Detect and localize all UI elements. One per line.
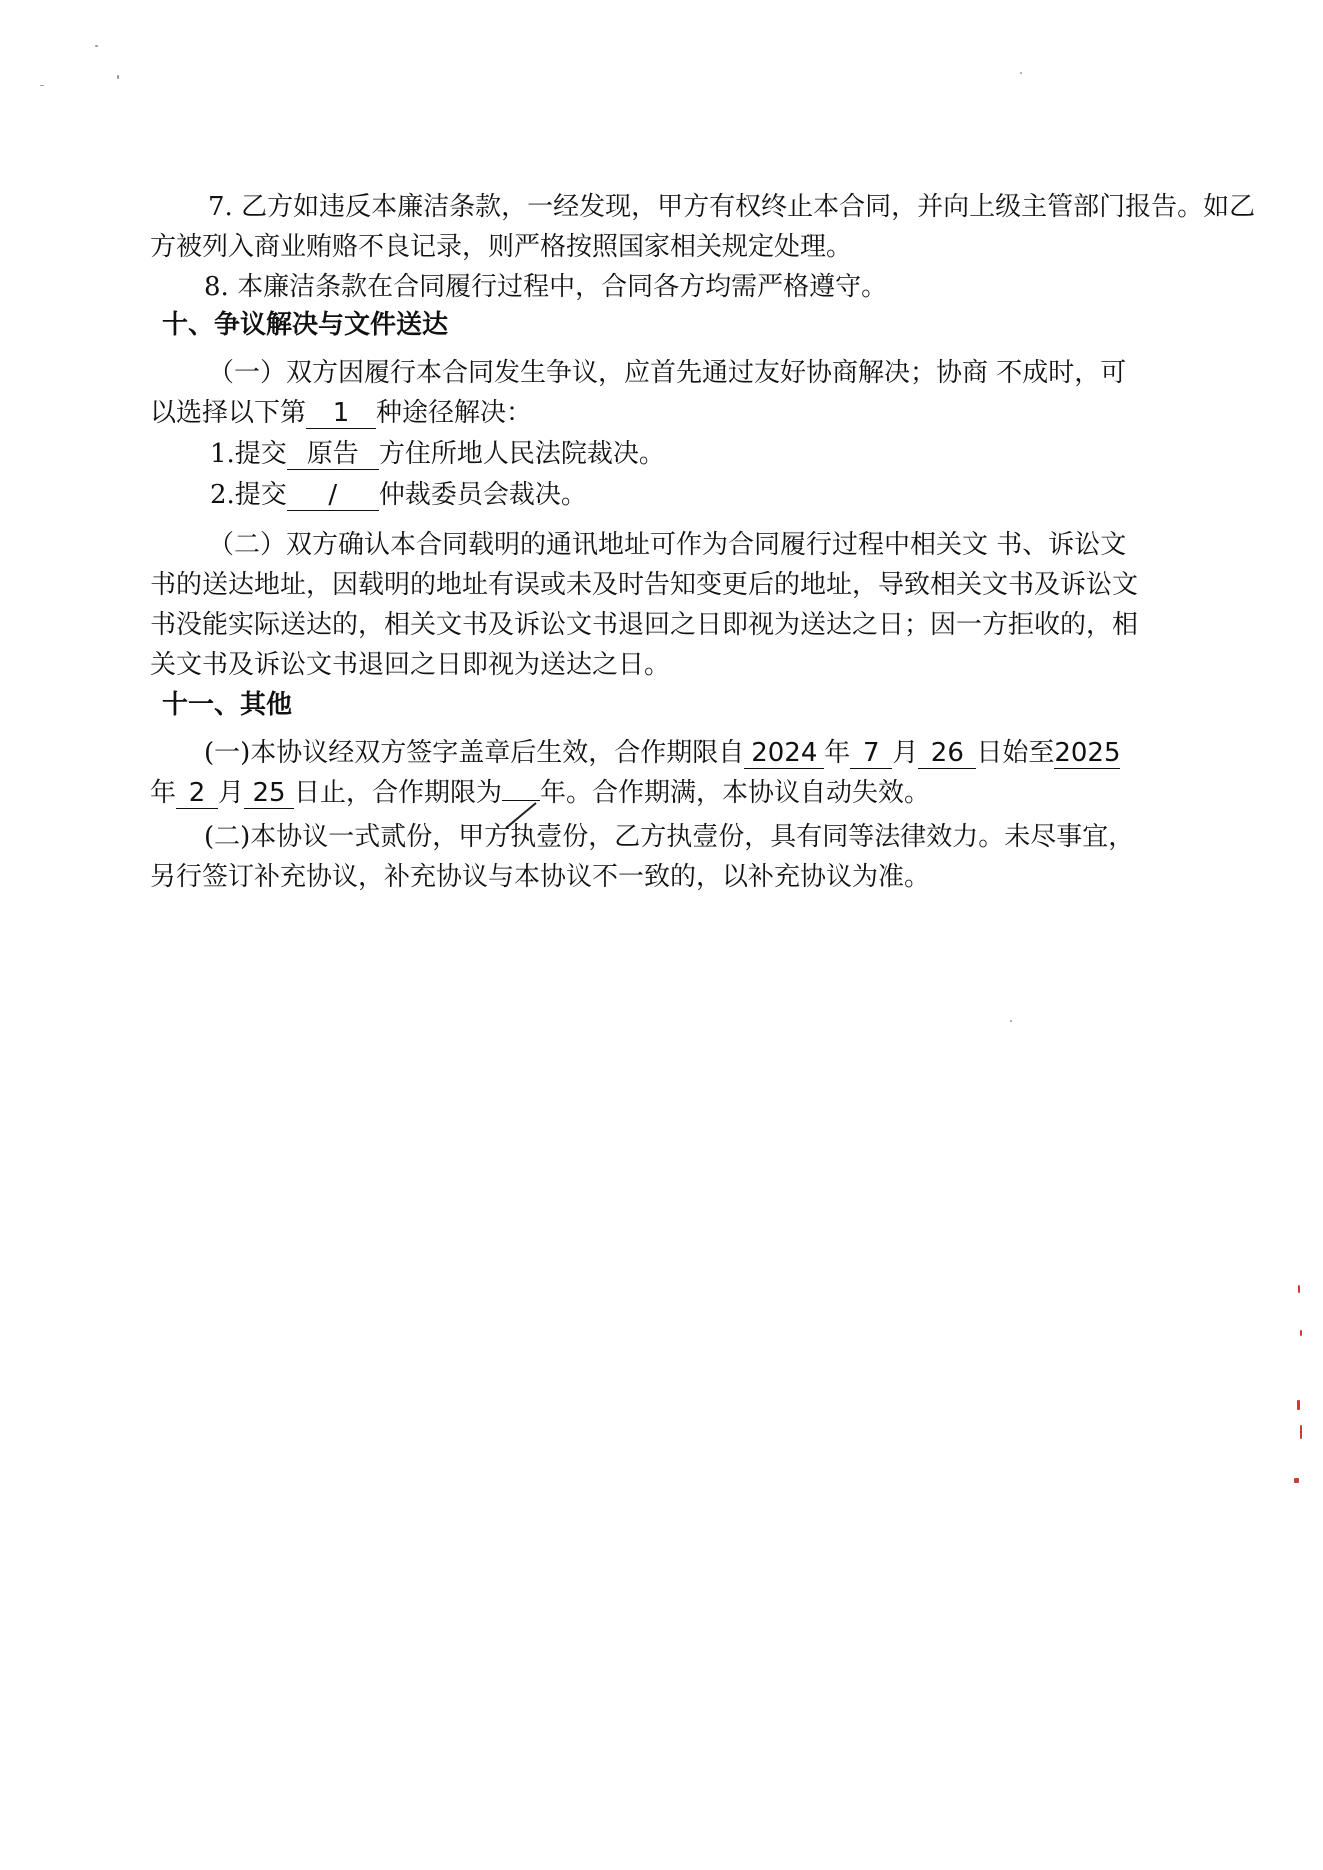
month-char: 月 [892, 738, 919, 768]
option-2-suffix: 仲裁委员会裁决。 [378, 480, 587, 510]
term-years-slash-field [502, 800, 540, 801]
choice-number-field: 1 [306, 398, 376, 429]
section-10-para-1-line-1: （一）双方因履行本合同发生争议，应首先通过友好协商解决；协商 不成时，可 [208, 358, 1127, 388]
end-month-char: 月 [218, 778, 245, 808]
year-char: 年 [824, 738, 851, 768]
end-year-char: 年 [150, 778, 177, 808]
section-11-heading: 十一、其他 [162, 690, 293, 720]
stamp-edge-mark [1294, 1478, 1299, 1483]
clause-7-line-2: 方被列入商业贿赂不良记录，则严格按照国家相关规定处理。 [150, 232, 853, 262]
end-year-field: 2025 [1054, 738, 1121, 768]
start-day-field: 26 [918, 738, 976, 769]
scan-speck [95, 45, 98, 47]
section-10-para-1-line-2 [150, 394, 1170, 432]
stamp-edge-mark [1300, 1425, 1302, 1439]
start-month-field: 7 [850, 738, 892, 769]
clause-7-line-1: 7. 乙方如违反本廉洁条款，一经发现，甲方有权终止本合同，并向上级主管部门报告。如乙 [208, 192, 1256, 222]
end-day-field: 25 [244, 778, 294, 809]
end-day-suffix: 日止，合作期限为 [294, 778, 503, 808]
section-11-para-2-line-1: (二)本协议一式贰份，甲方执壹份，乙方执壹份，具有同等法律效力。未尽事宜， [204, 822, 1135, 852]
option-1-prefix: 1.提交 [210, 439, 287, 469]
scan-speck [1010, 1020, 1012, 1022]
scan-speck [1020, 72, 1022, 74]
scan-speck [40, 85, 44, 86]
option-1-fill: 原告 [287, 439, 379, 470]
term-suffix: 年。合作期满，本协议自动失效。 [540, 778, 931, 808]
start-year-field: 2024 [744, 738, 824, 769]
option-1-suffix: 方住所地人民法院裁决。 [378, 439, 665, 469]
section-10-para-2-line-3: 书没能实际送达的，相关文书及诉讼文书退回之日即视为送达之日；因一方拒收的，相 [150, 610, 1139, 640]
end-month-field: 2 [176, 778, 218, 809]
section-11-para-1-line-2 [150, 774, 1170, 812]
section-10-para-2-line-1: （二）双方确认本合同载明的通讯地址可作为合同履行过程中相关文 书、诉讼文 [208, 530, 1127, 560]
option-2-fill: / [287, 480, 379, 511]
option-2-prefix: 2.提交 [210, 480, 287, 510]
stamp-edge-mark [1297, 1400, 1300, 1410]
section-10-heading: 十、争议解决与文件送达 [162, 310, 449, 340]
choice-prefix: 以选择以下第 [150, 398, 307, 428]
section-11-para-1-line-1 [204, 734, 1224, 772]
day-start-to: 日始至 [976, 738, 1055, 768]
option-1 [210, 435, 1230, 473]
option-2 [210, 476, 1230, 514]
term-prefix: (一)本协议经双方签字盖章后生效，合作期限自 [204, 738, 745, 768]
choice-suffix: 种途径解决： [376, 398, 533, 428]
stamp-edge-mark [1300, 1330, 1302, 1336]
stamp-edge-mark [1298, 1285, 1300, 1293]
clause-8: 8. 本廉洁条款在合同履行过程中，合同各方均需严格遵守。 [204, 272, 888, 302]
section-11-para-2-line-2: 另行签订补充协议，补充协议与本协议不一致的，以补充协议为准。 [150, 862, 931, 892]
scan-speck [117, 75, 119, 79]
section-10-para-2-line-2: 书的送达地址，因载明的地址有误或未及时告知变更后的地址，导致相关文书及诉讼文 [150, 570, 1139, 600]
section-10-para-2-line-4: 关文书及诉讼文书退回之日即视为送达之日。 [150, 650, 671, 680]
